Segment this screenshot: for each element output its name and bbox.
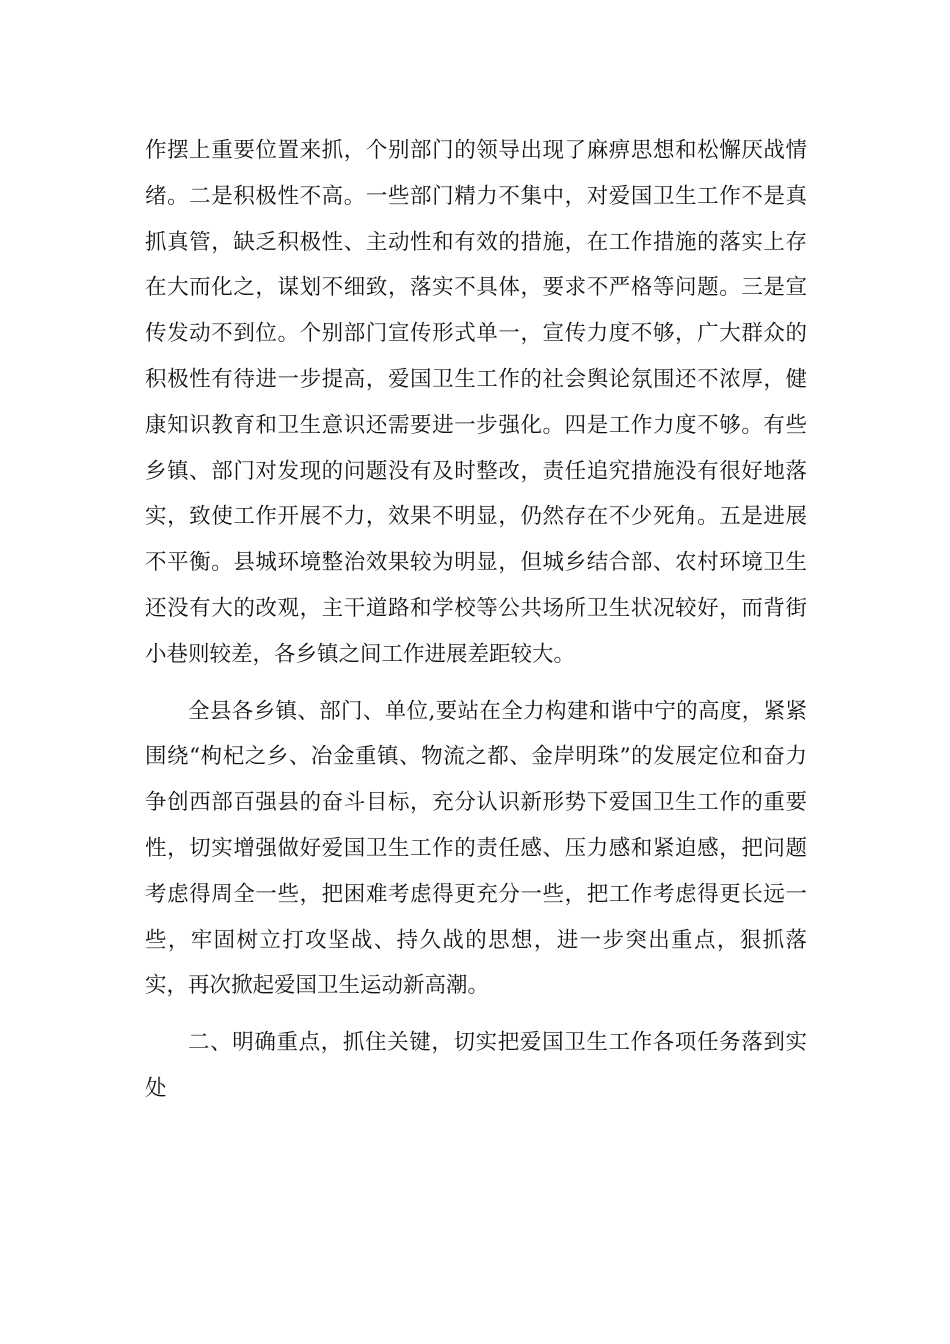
paragraph-county-requirements: 全县各乡镇、部门、单位,要站在全力构建和谐中宁的高度，紧紧围绕“枸杞之乡、冶金重镇、物流之都、金岸明珠”的发展定位和奋力争创西部百强县的奋斗目标，充分认识新形势下爱国卫生工作的重要性，切实增强做好爱国卫生工作的责任感、压力感和紧迫感，把问题考虑得周全一些，把困难考虑得更充分一些，把工作考虑得更长远一些，牢固树立打攻坚战、持久战的思想，进一步突出重点，狠抓落实，再次掀起爱国卫生运动新高潮。 xyxy=(145,698,807,999)
section-heading-two: 二、明确重点，抓住关键，切实把爱国卫生工作各项任务落到实处 xyxy=(145,1030,807,1101)
paragraph-continuation: 作摆上重要位置来抓，个别部门的领导出现了麻痹思想和松懈厌战情绪。二是积极性不高。一些部门精力不集中，对爱国卫生工作不是真抓真管，缺乏积极性、主动性和有效的措施，在工作措施的落实上存在大而化之，谋划不细致，落实不具体，要求不严格等问题。三是宣传发动不到位。个别部门宣传形式单一，宣传力度不够，广大群众的积极性有待进一步提高，爱国卫生工作的社会舆论氛围还不浓厚，健康知识教育和卫生意识还需要进一步强化。四是工作力度不够。有些乡镇、部门对发现的问题没有及时整改，责任追究措施没有很好地落实，致使工作开展不力，效果不明显，仍然存在不少死角。五是进展不平衡。县城环境整治效果较为明显，但城乡结合部、农村环境卫生还没有大的改观，主干道路和学校等公共场所卫生状况较好，而背街小巷则较差，各乡镇之间工作进展差距较大。 xyxy=(145,138,807,667)
document-body xyxy=(145,128,807,1112)
